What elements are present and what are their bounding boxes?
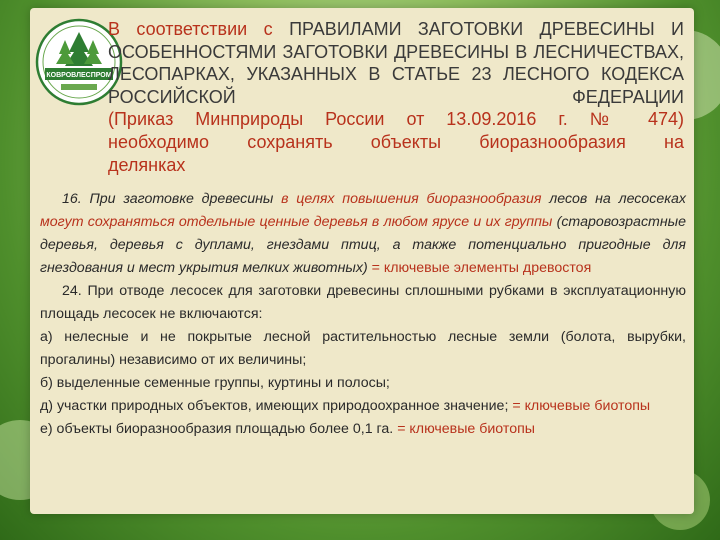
heading-line-6: необходимо сохранять объекты биоразнообразия на	[108, 131, 684, 152]
p16-forests: лесов на	[549, 191, 611, 207]
heading-rules-title: ПРАВИЛАМИ ЗАГОТОВКИ ДРЕВЕСИНЫ И	[289, 19, 684, 39]
heading-order-reference: (Приказ Минприроды России от 13.09.2016 г. № 474)	[108, 109, 684, 130]
p16-examples: (старовозрастные деревья, деревья с дуплами, гнездами птиц, а также потенциально пригодные для гнездования и мест укрытия мелких животных)	[40, 214, 686, 276]
p24-item-d-key-biotopes: = ключевые биотопы	[512, 398, 651, 414]
content-panel	[30, 8, 694, 514]
heading-line-1	[108, 18, 684, 41]
heading-red-lead: В соответствии с	[108, 19, 273, 39]
paragraph-24	[40, 280, 686, 326]
body-text	[40, 188, 686, 441]
p24-item-d-text: д) участки природных объектов, имеющих природоохранное значение;	[40, 398, 509, 414]
p24-intro: 24. При отводе лесосек для заготовки древесины сплошными рубками в эксплуатационную площадь лесосек не включаются:	[40, 283, 686, 322]
heading-line-7: делянках	[108, 154, 186, 175]
logo-text: КОВРОВЛЕСПРОМ	[46, 72, 112, 79]
p24-item-d	[40, 395, 686, 418]
p16-cutting-areas: лесосеках	[618, 191, 686, 207]
heading-line-2: ОСОБЕННОСТЯМИ ЗАГОТОВКИ ДРЕВЕСИНЫ В ЛЕСНИЧЕСТВАХ,	[108, 41, 684, 62]
p16-groups: группы	[504, 214, 553, 230]
p16-lead: 16. При заготовке древесины	[62, 191, 274, 207]
heading	[108, 18, 684, 176]
p16-trees-kept: могут сохраняться отдельные ценные деревья в любом ярусе и их	[40, 214, 501, 230]
p24-item-e-key-biotopes: = ключевые биотопы	[397, 421, 535, 437]
paragraph-16	[40, 188, 686, 280]
heading-line-3: ЛЕСОПАРКАХ, УКАЗАННЫХ В СТАТЬЕ 23 ЛЕСНОГО КОДЕКСА	[108, 64, 684, 85]
p24-item-e-text: е) объекты биоразнообразия площадью более 0,1 га.	[40, 421, 394, 437]
p24-item-b: б) выделенные семенные группы, куртины и полосы;	[40, 375, 390, 391]
p24-item-e	[40, 418, 686, 441]
p16-key-elements: = ключевые элементы древостоя	[371, 260, 592, 276]
p16-purpose: в целях повышения биоразнообразия	[281, 191, 542, 207]
heading-line-4: РОССИЙСКОЙ ФЕДЕРАЦИИ	[108, 86, 684, 107]
p24-item-a: а) нелесные и не покрытые лесной растительностью лесные земли (болота, вырубки, прогалины) независимо от их величины;	[40, 329, 686, 368]
